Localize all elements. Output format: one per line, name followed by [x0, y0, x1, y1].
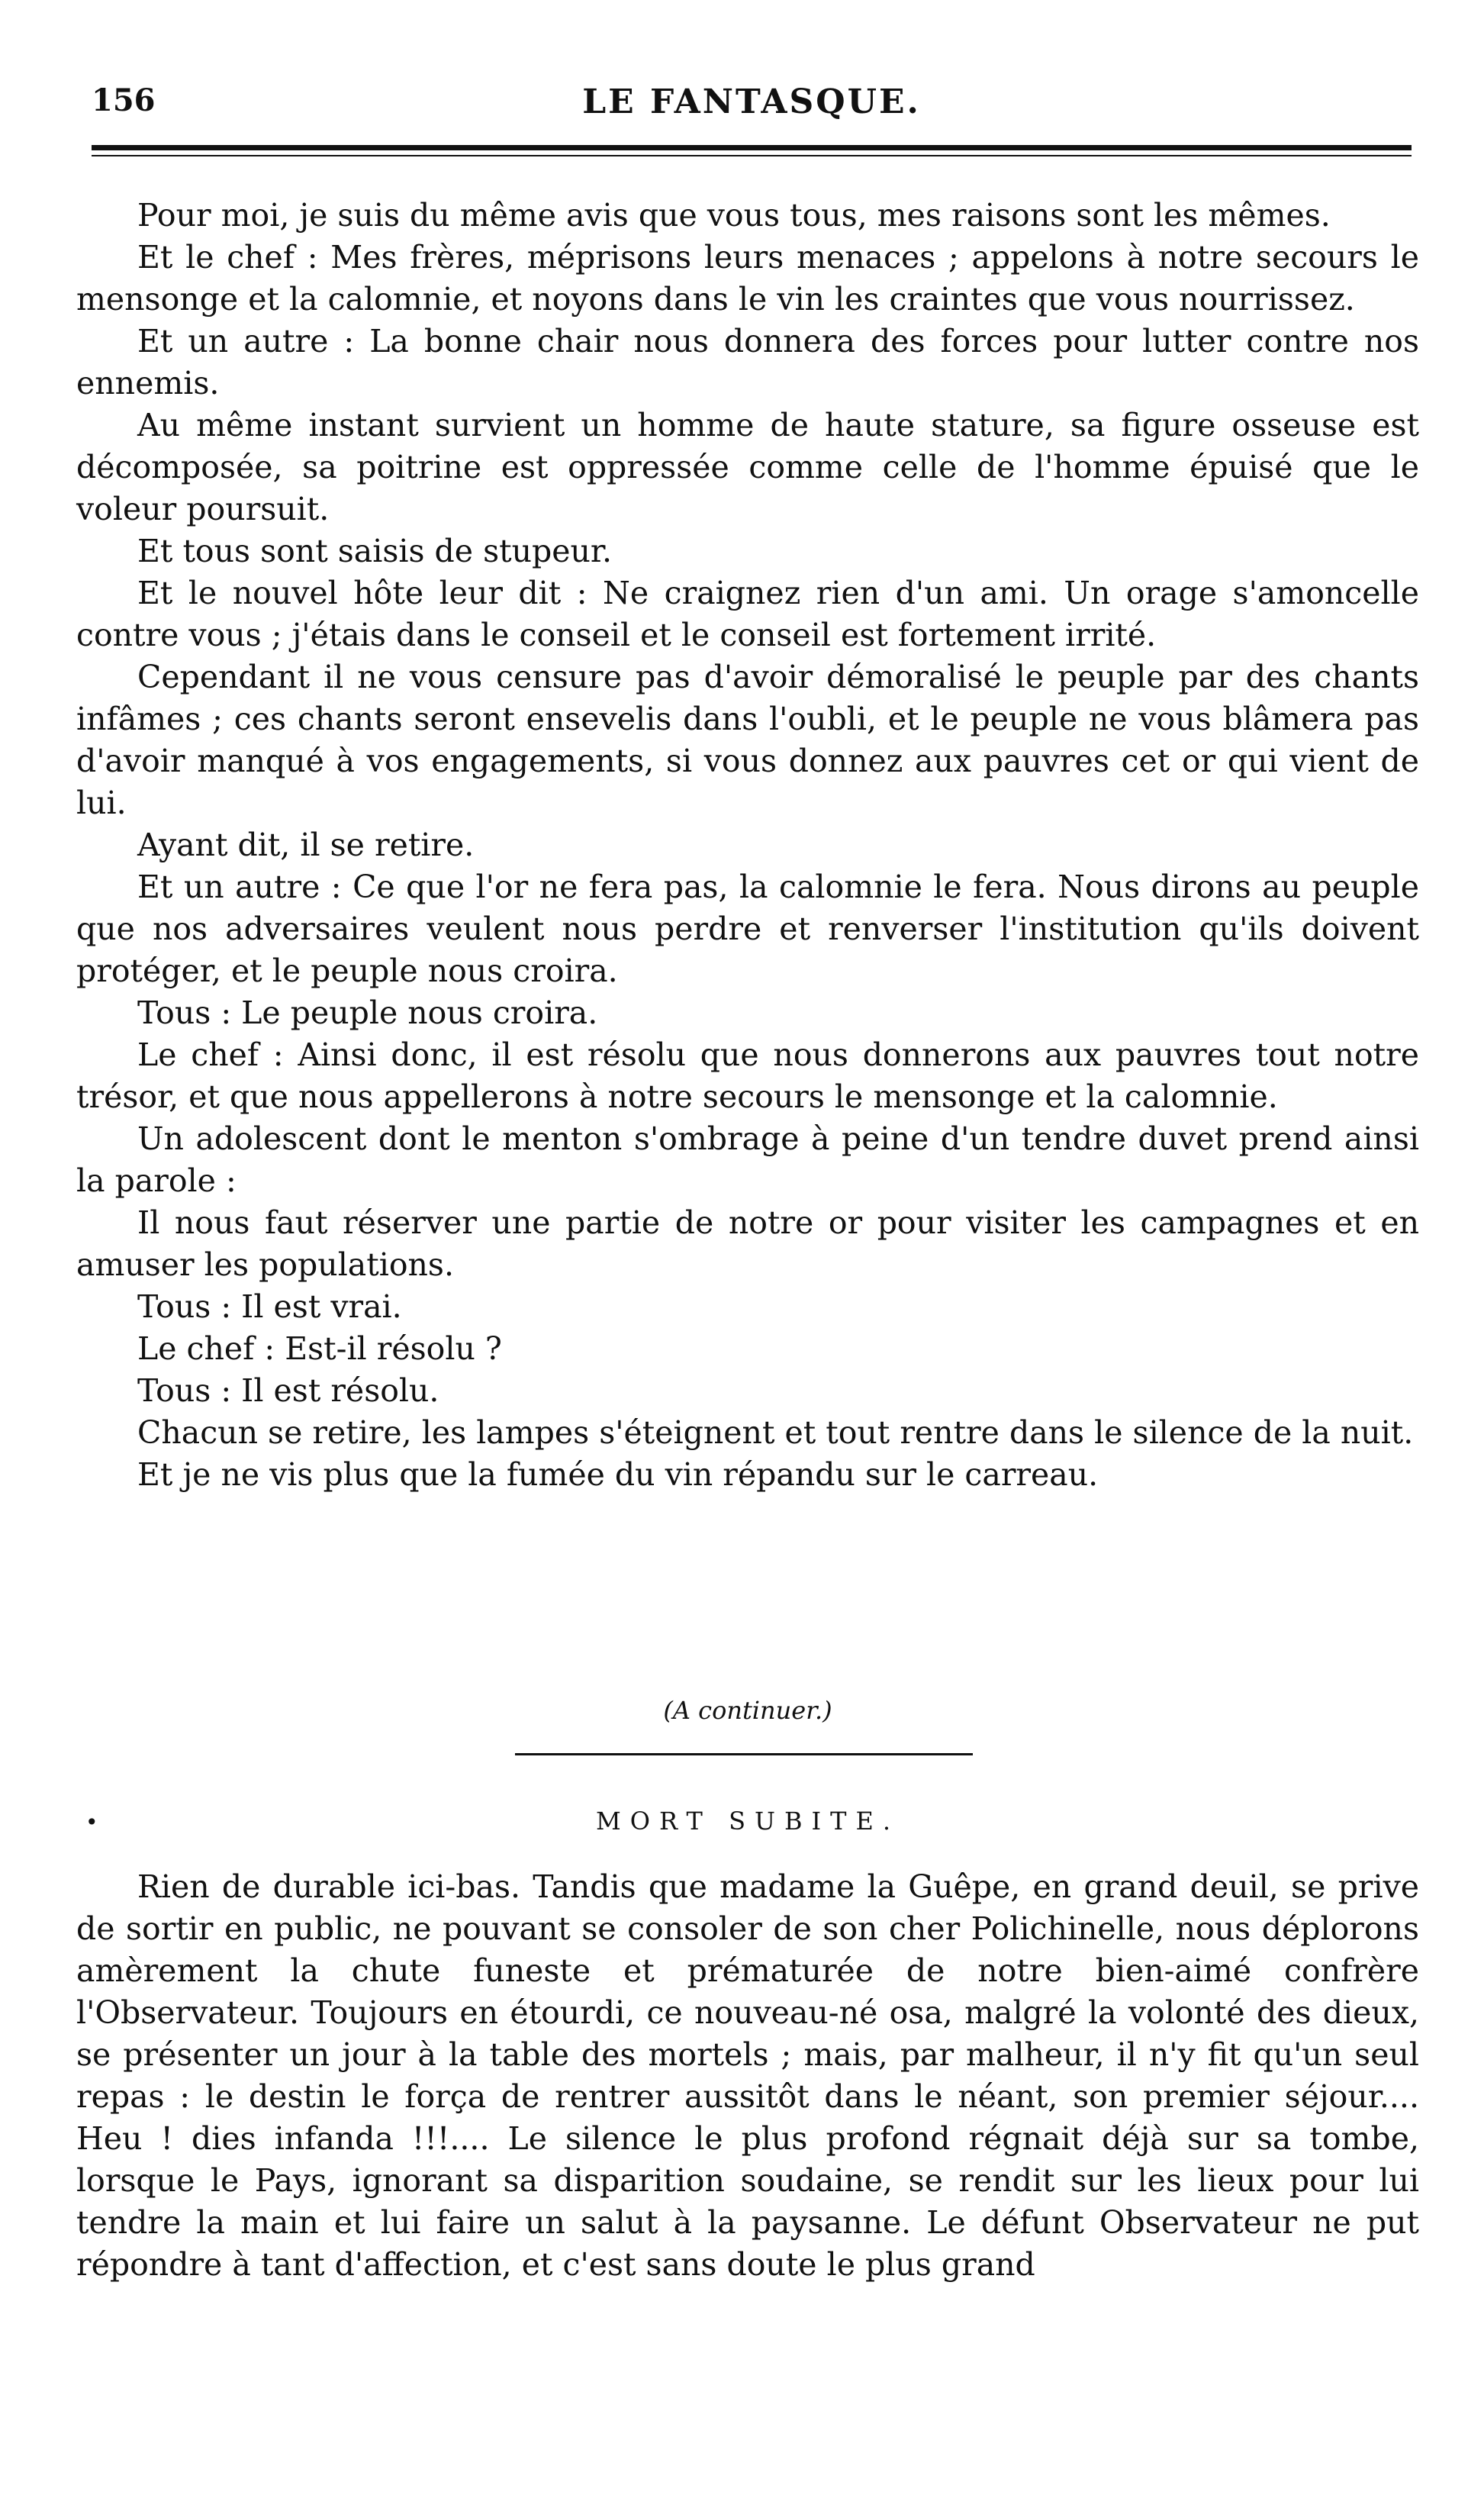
page-number: 156	[92, 82, 156, 118]
continuation-note: (A continuer.)	[663, 1696, 832, 1725]
paragraph: Ayant dit, il se retire.	[137, 827, 475, 863]
header-rule-thin	[92, 155, 1412, 156]
paragraph: Rien de durable ici-bas. Tandis que madame la Guêpe, en grand deuil, se prive de sortir en public, ne pouvant se consoler de son cher Polichinelle, nous déplorons amèrement la chute funeste et prématurée de notre bien-aimé confrère l'Observateur. Toujours en étourdi, ce nouveau-né osa, malgré la volonté des dieux, se présenter un jour à la table des mortels ; mais, par malheur, il n'y fit qu'un seul repas : le destin le força de rentrer aussitôt dans le néant, son premier séjour.... Heu ! dies infanda !!!.... Le silence le plus profond régnait déjà sur sa tombe, lorsque le Pays, ignorant sa disparition soudaine, se rendit sur les lieux pour lui tendre la main et lui faire un salut à la paysanne. Le défunt Observateur ne put répondre à tant d'affection, et c'est sans doute le plus grand	[76, 1868, 1419, 2283]
paragraph: Pour moi, je suis du même avis que vous tous, mes raisons sont les mêmes.	[137, 197, 1331, 234]
paragraph: Au même instant survient un homme de haute stature, sa figure osseuse est décomposée, sa poitrine est oppressée comme celle de l'homme épuisé que le voleur poursuit.	[76, 407, 1419, 527]
running-title: LE FANTASQUE.	[582, 82, 921, 121]
paragraph: Cependant il ne vous censure pas d'avoir démoralisé le peuple par des chants infâmes ; ces chants seront ensevelis dans l'oubli, et le peuple ne vous blâmera pas d'avoir manqué à vos engagements, si vous donnez aux pauvres cet or qui vient de lui.	[76, 659, 1419, 821]
paragraph: Chacun se retire, les lampes s'éteignent et tout rentre dans le silence de la nuit.	[137, 1414, 1414, 1451]
paragraph: Tous : Il est vrai.	[137, 1288, 402, 1325]
article-body	[76, 195, 1419, 1496]
paragraph: Tous : Le peuple nous croira.	[137, 994, 598, 1031]
header-rule	[92, 145, 1412, 150]
section-title: MORT SUBITE.	[596, 1807, 900, 1836]
paragraph: Et je ne vis plus que la fumée du vin répandu sur le carreau.	[137, 1456, 1099, 1493]
section-divider	[515, 1753, 973, 1755]
paragraph: Et le nouvel hôte leur dit : Ne craignez rien d'un ami. Un orage s'amoncelle contre vous ; j'étais dans le conseil et le conseil est fortement irrité.	[76, 575, 1419, 653]
paragraph: Il nous faut réserver une partie de notre or pour visiter les campagnes et en amuser les populations.	[76, 1204, 1419, 1283]
paragraph: Un adolescent dont le menton s'ombrage à peine d'un tendre duvet prend ainsi la parole :	[76, 1120, 1419, 1199]
paragraph: Et tous sont saisis de stupeur.	[137, 533, 613, 569]
paragraph: Le chef : Ainsi donc, il est résolu que nous donnerons aux pauvres tout notre trésor, et que nous appellerons à notre secours le mensonge et la calomnie.	[76, 1036, 1419, 1115]
paragraph: Et un autre : Ce que l'or ne fera pas, la calomnie le fera. Nous dirons au peuple que nos adversaires veulent nous perdre et renverser l'institution qu'ils doivent protéger, et le peuple nous croira.	[76, 869, 1419, 989]
paragraph: Et le chef : Mes frères, méprisons leurs menaces ; appelons à notre secours le mensonge et la calomnie, et noyons dans le vin les craintes que vous nourrissez.	[76, 239, 1419, 318]
page-header	[92, 82, 1412, 137]
paragraph: Le chef : Est-il résolu ?	[137, 1330, 502, 1367]
ornament-mark: •	[85, 1810, 98, 1835]
paragraph: Tous : Il est résolu.	[137, 1372, 439, 1409]
paragraph: Et un autre : La bonne chair nous donnera des forces pour lutter contre nos ennemis.	[76, 323, 1419, 401]
article-body-2	[76, 1866, 1419, 2286]
